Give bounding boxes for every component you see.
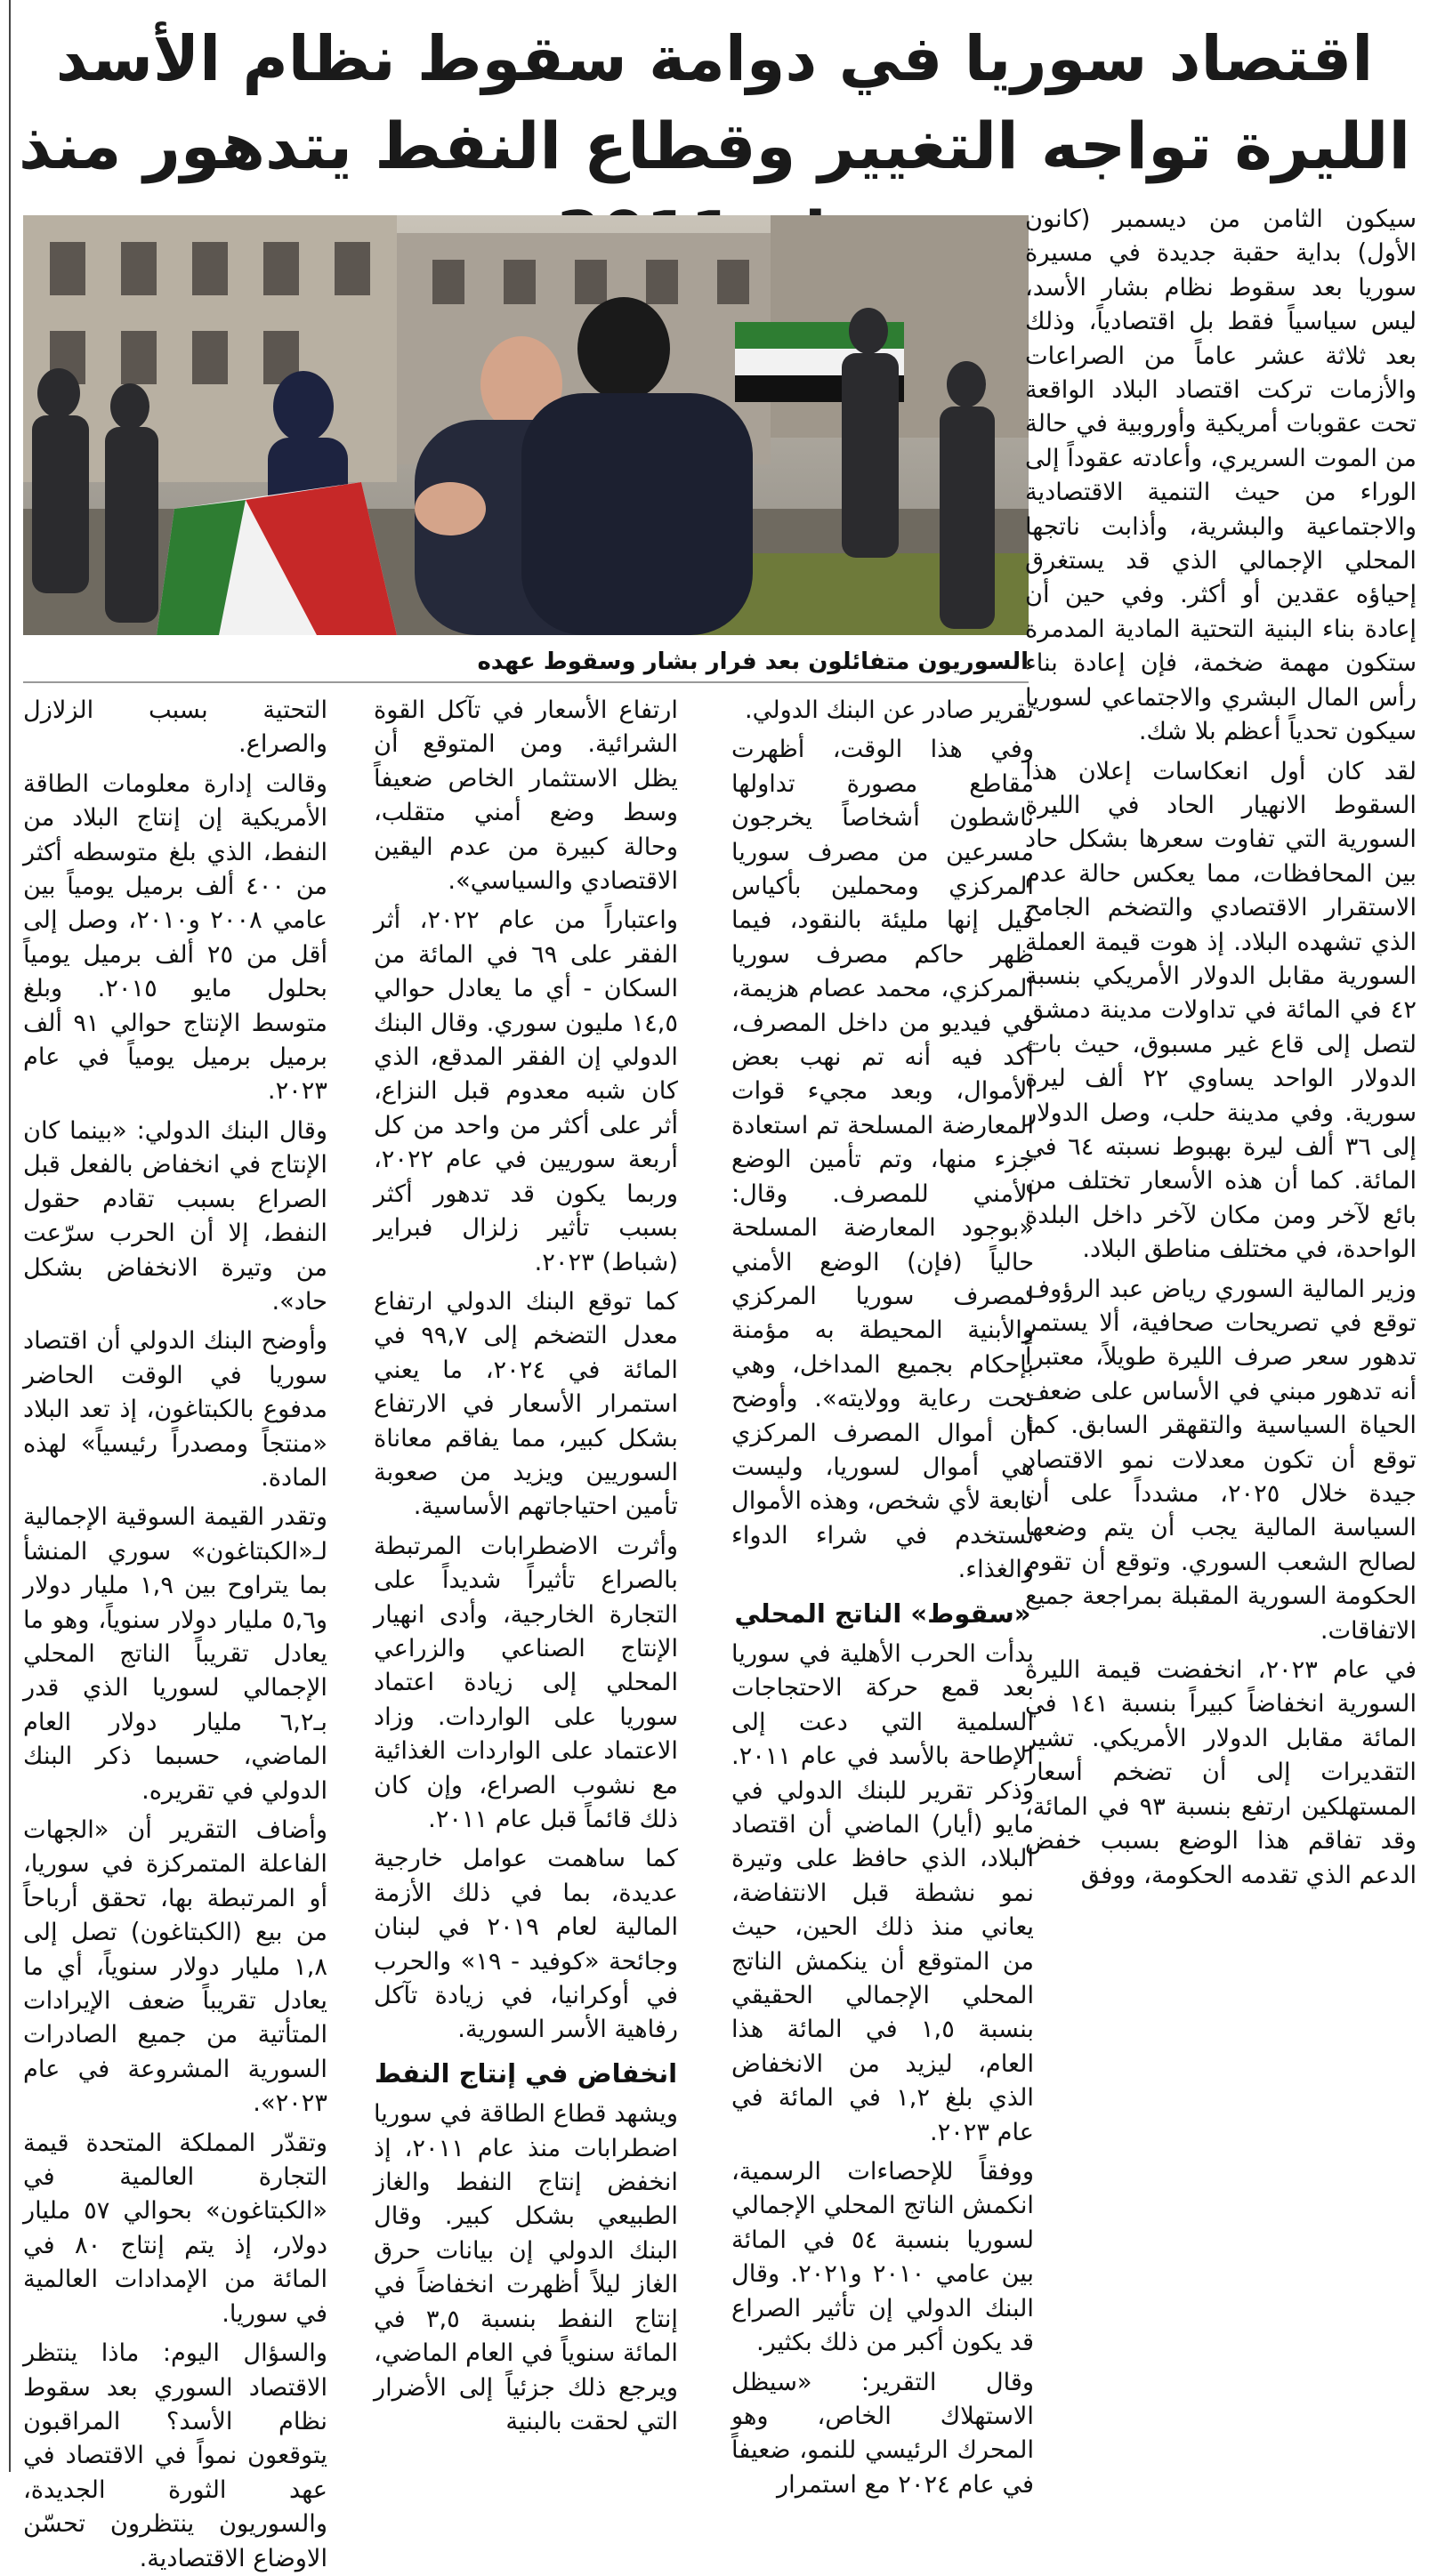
headline-line-1: اقتصاد سوريا في دوامة سقوط نظام الأسد	[55, 22, 1374, 95]
paragraph: كما توقع البنك الدولي ارتفاع معدل التضخم إلى ٩٩,٧ في المائة في ٢٠٢٤، ما يعني استمرار الأسعار في الارتفاع بشكل كبير، مما يفاقم معاناة السوريين ويزيد من صعوبة تأمين احتياجاتهم الأساسية.	[374, 1287, 678, 1521]
section-subhead: انخفاض في إنتاج النفط	[374, 2057, 678, 2089]
paragraph: واعتباراً من عام ٢٠٢٢، أثر الفقر على ٦٩ في المائة من السكان - أي ما يعادل حوالي ١٤,٥ مليون سوري. وقال البنك الدولي إن الفقر المدقع، الذي كان شبه معدوم قبل النزاع، أثر على أكثر من واحد من كل أربعة سوريين في عام ٢٠٢٢، وربما يكون قد تدهور أكثر بسبب تأثير زلزال فبراير (شباط) ٢٠٢٣.	[374, 906, 678, 1276]
paragraph: وقال التقرير: «سيظل الاستهلاك الخاص، وهو المحرك الرئيسي للنمو، ضعيفاً في عام ٢٠٢٤ مع استمرار	[731, 2368, 1034, 2499]
news-photo	[23, 215, 1029, 635]
paragraph: ارتفاع الأسعار في تآكل القوة الشرائية. ومن المتوقع أن يظل الاستثمار الخاص ضعيفاً وسط وضع أمني متقلب، وحالة كبيرة من عدم اليقين الاقتصادي والسياسي».	[374, 696, 678, 896]
photo-caption: السوريون متفائلون بعد فرار بشار وسقوط عهده	[23, 642, 1029, 683]
paragraph: بدأت الحرب الأهلية في سوريا بعد قمع حركة الاحتجاجات السلمية التي دعت إلى الإطاحة بالأسد في عام ٢٠١١. وذكر تقرير للبنك الدولي في مايو (أيار) الماضي أن اقتصاد البلاد، الذي حافظ على وتيرة نمو نشطة قبل الانتفاضة، يعاني منذ ذلك الحين، حيث من المتوقع أن ينكمش الناتج المحلي الإجمالي الحقيقي بنسبة ١,٥ في المائة هذا العام، ليزيد من الانخفاض الذي بلغ ١,٢ في المائة في عام ٢٠٢٣.	[731, 1639, 1034, 2146]
paragraph: التحتية بسبب الزلازل والصراع.	[23, 696, 327, 759]
paragraph: وزير المالية السوري رياض عبد الرؤوف توقع في تصريحات صحافية، ألا يستمر تدهور سعر صرف الليرة طويلاً، معتبراً أنه تدهور مبني في الأساس على ضعف الحياة السياسية والتقهقر السابق. كما توقع أن تكون معدلات نمو الاقتصاد جيدة خلال ٢٠٢٥، مشدداً على أن السياسة المالية يجب أن يتم وضعها لصالح الشعب السوري. وتوقع أن تقوم الحكومة السورية المقبلة بمراجعة جميع الاتفاقات.	[1025, 1275, 1417, 1645]
paragraph: وأثرت الاضطرابات المرتبطة بالصراع تأثيراً شديداً على التجارة الخارجية، وأدى انهيار الإنتاج الصناعي والزراعي المحلي إلى زيادة اعتماد سوريا على الواردات. وزاد الاعتماد على الواردات الغذائية مع نشوب الصراع، وإن كان ذلك قائماً قبل عام ٢٠١١.	[374, 1532, 678, 1833]
paragraph: ووفقاً للإحصاءات الرسمية، انكمش الناتج المحلي الإجمالي لسوريا بنسبة ٥٤ في المائة بين عامي ٢٠١٠ و٢٠٢١. وقال البنك الدولي إن تأثير الصراع قد يكون أكبر من ذلك بكثير.	[731, 2158, 1034, 2357]
paragraph: كما ساهمت عوامل خارجية عديدة، بما في ذلك الأزمة المالية لعام ٢٠١٩ في لبنان وجائحة «كوفيد - ١٩» والحرب في أوكرانيا، في زيادة تآكل رفاهية الأسر السورية.	[374, 1845, 679, 2044]
paragraph: وقال البنك الدولي: «بينما كان الإنتاج في انخفاض بالفعل قبل الصراع بسبب تقادم حقول النفط، إلا أن الحرب سرّعت من وتيرة الانخفاض بشكل حاد».	[23, 1116, 327, 1316]
paragraph: تقرير صادر عن البنك الدولي.	[745, 696, 1034, 724]
paragraph: وأوضح البنك الدولي أن اقتصاد سوريا في الوقت الحاضر مدفوع بالكبتاغون، إذ تعد البلاد «منتجاً ومصدراً رئيسياً» لهذه المادة.	[23, 1327, 327, 1492]
paragraph: وتقدر القيمة السوقية الإجمالية لـ«الكبتاغون» سوري المنشأ بما يتراوح بين ١,٩ مليار دولار و٥,٦ مليار دولار سنوياً، وهو ما يعادل تقريباً الناتج المحلي الإجمالي لسوريا الذي قدر بـ٦,٢ مليار دولار العام الماضي، حسبما ذكر البنك الدولي في تقريره.	[23, 1503, 328, 1805]
paragraph: وأضاف التقرير أن «الجهات الفاعلة المتمركزة في سوريا، أو المرتبطة بها، تحقق أرباحاً من بيع (الكبتاغون) تصل إلى ١,٨ مليار دولار سنوياً، أي ما يعادل تقريباً ضعف الإيرادات المتأتية من جميع الصادرات السورية المشروعة في عام ٢٠٢٣».	[23, 1816, 327, 2118]
paragraph: في عام ٢٠٢٣، انخفضت قيمة الليرة السورية انخفاضاً كبيراً بنسبة ١٤١ في المائة مقابل الدولار الأمريكي. تشير التقديرات إلى أن تضخم أسعار المستهلكين ارتفع بنسبة ٩٣ في المائة، وقد تفاقم هذا الوضع بسبب خفض الدعم الذي تقدمه الحكومة، ووفق	[1025, 1656, 1417, 1889]
article-column-2	[731, 694, 1034, 2499]
article-column-4	[23, 694, 328, 2572]
article-column-3	[374, 694, 678, 2464]
paragraph: وتقدّر المملكة المتحدة قيمة التجارة العالمية في «الكبتاغون» بحوالي ٥٧ مليار دولار، إذ يتم إنتاج ٨٠ في المائة من الإمدادات العالمية في سوريا.	[23, 2129, 328, 2328]
page-edge-rule	[9, 0, 11, 2472]
paragraph: وفي هذا الوقت، أظهرت مقاطع مصورة تداولها ناشطون أشخاصاً يخرجون مسرعين من مصرف سوريا المركزي ومحملين بأكياس قيل إنها مليئة بالنقود، فيما ظهر حاكم مصرف سوريا المركزي، محمد عصام هزيمة، في فيديو من داخل المصرف، أكد فيه أنه تم نهب بعض الأموال، وبعد مجيء قوات المعارضة المسلحة تم استعادة جزء منها، وتم تأمين الوضع الأمني للمصرف. وقال: «بوجود المعارضة المسلحة حالياً (فإن) الوضع الأمني لمصرف سوريا المركزي والأبنية المحيطة به مؤمنة بإحكام بجميع المداخل، وهي تحت رعاية وولايته». وأوضح أن أموال المصرف المركزي هي أموال لسوريا، وليست تابعة لأي شخص، وهذه الأموال تستخدم في شراء الدواء والغذاء.	[731, 736, 1034, 1584]
paragraph: ويشهد قطاع الطاقة في سوريا اضطرابات منذ عام ٢٠١١، إذ انخفض إنتاج النفط والغاز الطبيعي بشكل كبير. وقال البنك الدولي إن بيانات حرق الغاز ليلاً أظهرت انخفاضاً في إنتاج النفط بنسبة ٣,٥ في المائة سنوياً في العام الماضي، ويرجع ذلك جزئياً إلى الأضرار التي لحقت بالبنية	[374, 2100, 678, 2435]
paragraph: لقد كان أول انعكاسات إعلان هذا السقوط الانهيار الحاد في الليرة السورية التي تفاوت سعرها بشكل حاد بين المحافظات، مما يعكس حالة عدم الاستقرار الاقتصادي والتضخم الجامح الذي تشهده البلاد. إذ هوت قيمة العملة السورية مقابل الدولار الأمريكي بنسبة ٤٢ في المائة في تداولات مدينة دمشق لتصل إلى قاع غير مسبوق، حيث بات الدولار الواحد يساوي ٢٢ ألف ليرة سورية. وفي مدينة حلب، وصل الدولار إلى ٣٦ ألف ليرة بهبوط نسبته ٦٤ في المائة. كما أن هذه الأسعار تختلف من بائع لآخر ومن مكان لآخر داخل البلدة الواحدة، في مختلف مناطق البلاد.	[1025, 757, 1417, 1264]
headline-line-2: الليرة تواجه التغيير وقطاع النفط يتدهور منذ	[18, 109, 1411, 183]
section-subhead: «سقوط» الناتج المحلي	[734, 1598, 1031, 1629]
paragraph: وقالت إدارة معلومات الطاقة الأمريكية إن إنتاج البلاد من النفط، الذي بلغ متوسطه أكثر من ٤٠٠ ألف برميل يومياً بين عامي ٢٠٠٨ و٢٠١٠، وصل إلى أقل من ٢٥ ألف برميل يومياً بحلول مايو ٢٠١٥. وبلغ متوسط الإنتاج حوالي ٩١ ألف برميل برميل يومياً في عام ٢٠٢٣.	[23, 769, 327, 1106]
paragraph: والسؤال اليوم: ماذا ينتظر الاقتصاد السوري بعد سقوط نظام الأسد؟ المراقبون يتوقعون نمواً في الاقتصاد في عهد الثورة الجديدة، والسوريون ينتظرون تحسّن الاوضاع الاقتصادية.	[23, 2339, 327, 2572]
news-photo-illustration	[23, 215, 1029, 635]
article-column-1	[1025, 203, 1417, 2462]
paragraph: سيكون الثامن من ديسمبر (كانون الأول) بداية حقبة جديدة في مسيرة سوريا بعد سقوط نظام بشار الأسد، ليس سياسياً فقط بل اقتصادياً، وذلك بعد ثلاثة عشر عاماً من الصراعات والأزمات تركت اقتصاد البلاد الواقعة تحت عقوبات أمريكية وأوروبية في حالة من الموت السريري، وأعادته عقوداً إلى الوراء من حيث التنمية الاقتصادية والاجتماعية والبشرية، وأذابت ناتجها المحلي الإجمالي الذي قد يستغرق إحياؤه عقدين أو أكثر. وفي حين أن إعادة بناء البنية التحتية المادية المدمرة ستكون مهمة ضخمة، فإن إعادة بناء رأس المال البشري والاجتماعي لسوريا سيكون تحدياً أعظم بلا شك.	[1025, 205, 1417, 746]
